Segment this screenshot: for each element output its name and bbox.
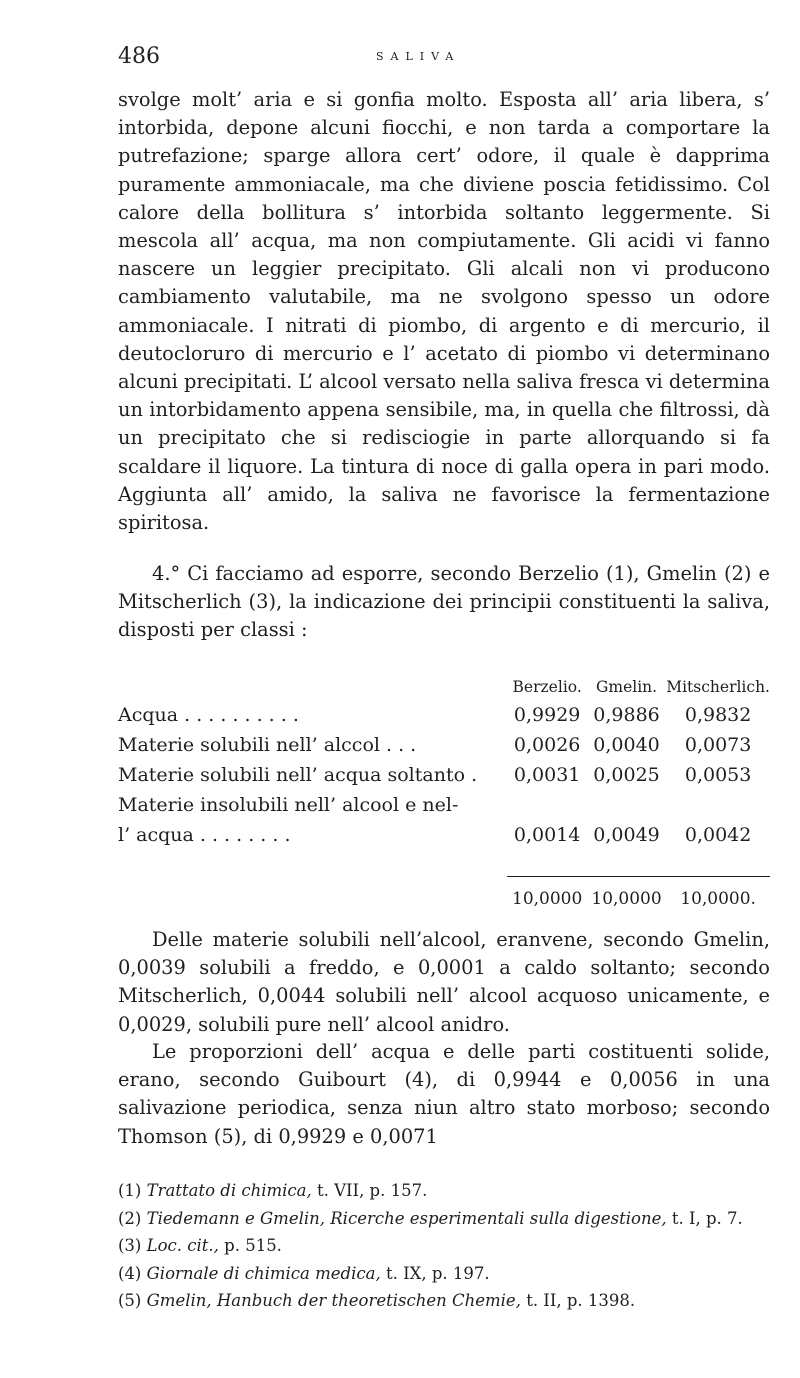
footnote-mark: (2) — [118, 1208, 142, 1228]
paragraph-properties: svolge molt’ aria e si gonfia molto. Esposta all’ aria libera, s’ intorbida, depone alcuni fiocchi, e non tarda a comportare la putrefazione; sparge allora cert’ odore, il quale è dapprima puramente ammoniacale, ma che diviene poscia fetidissimo. Col calore della bollitura s’ intorbida soltanto leggermente. Si mescola all’ acqua, ma non compiutamente. Gli acidi vi fanno nascere un leggier precipitato. Gli alcali non vi producono cambiamento valutabile, ma ne svolgono spesso un odore ammoniacale. I nitrati di piombo, di argento e di mercurio, il deutocloruro di mercurio e l’ acetato di piombo vi determinano alcuni precipitati. L’ alcool versato nella saliva fresca vi determina un intorbidamento appena sensibile, ma, in quella che filtrossi, dà un precipitato che si redisciogie in parte allorquando si fa scaldare il liquore. La tintura di noce di galla opera in pari modo. Aggiunta all’ amido, la saliva ne favorisce la fermentazione spiritosa. — [118, 88, 770, 535]
footnote-location: t. II, p. 1398. — [526, 1291, 636, 1310]
table-cell: 0,0073 — [684, 734, 752, 756]
row-label: Materie insolubili nell’ alcool e nel- — [118, 794, 459, 816]
totals-spacer — [118, 876, 507, 909]
footnote-location: t. I, p. 7. — [671, 1208, 743, 1228]
footnote — [118, 1232, 778, 1260]
sum-rule — [507, 846, 586, 876]
footnote-mark: (4) — [118, 1263, 142, 1283]
table-cell: 0,9832 — [684, 704, 752, 726]
running-title: SALIVA — [376, 50, 461, 63]
footnote-mark: (1) — [118, 1181, 142, 1200]
column-header-berzelio: Berzelio. — [512, 678, 582, 696]
footnote — [118, 1177, 778, 1205]
footnote-source: Giornale di chimica medica, — [146, 1263, 381, 1283]
footnote-mark: (3) — [118, 1236, 142, 1255]
table-cell — [507, 786, 586, 816]
paragraph-constituents-intro: 4.° Ci facciamo ad esporre, secondo Berzelio (1), Gmelin (2) e Mitscherlich (3), la indicazione dei principii constituenti la saliva, disposti per classi : — [118, 562, 770, 642]
row-label: Materie solubili nell’ acqua soltanto . — [118, 764, 478, 786]
footnote-location: t. VII, p. 157. — [317, 1181, 428, 1200]
row-label: l’ acqua . . . . . . . . — [118, 824, 291, 846]
table-header-row — [118, 668, 770, 696]
footnotes — [118, 1177, 778, 1315]
table-row — [118, 726, 770, 756]
page-number: 486 — [118, 44, 160, 69]
table-cell: 0,0025 — [593, 764, 660, 786]
table-cell: 0,0042 — [684, 824, 752, 846]
footnote-source: Gmelin, Hanbuch der theoretischen Chemie, — [146, 1291, 521, 1310]
table-cell: 0,0031 — [513, 764, 581, 786]
paragraph-proportions: Le proporzioni dell’ acqua e delle parti costituenti solide, erano, secondo Guibourt (4), di 0,9944 e 0,0056 in una salivazione periodica, senza niun altro stato morboso; secondo Thomson (5), di 0,9929 e 0,0071 — [118, 1040, 770, 1148]
sum-rule-row — [118, 846, 770, 876]
table-row — [118, 786, 770, 816]
paragraph-alcohol-solubles: Delle materie solubili nell’alcool, eranvene, secondo Gmelin, 0,0039 solubili a freddo, e 0,0001 a caldo soltanto; secondo Mitscherlich, 0,0044 solubili nell’ alcool acquoso unicamente, e 0,0029, solubili pure nell’ alcool anidro. — [118, 928, 770, 1036]
footnote-source: Loc. cit., — [146, 1236, 219, 1255]
table-row — [118, 816, 770, 846]
table-cell: 0,9886 — [593, 704, 660, 726]
total-berzelio: 10,0000 — [512, 888, 583, 909]
table-row — [118, 696, 770, 726]
footnote-location: t. IX, p. 197. — [385, 1263, 490, 1283]
rule-spacer — [118, 846, 507, 876]
column-header-mitscherlich: Mitscherlich. — [666, 678, 770, 696]
row-label: Materie solubili nell’ alccol . . . — [118, 734, 417, 756]
header-spacer — [118, 668, 507, 696]
table-cell: 0,0040 — [593, 734, 660, 756]
footnote — [118, 1205, 778, 1233]
footnote-source: Tiedemann e Gmelin, Ricerche esperimentali sulla digestione, — [146, 1208, 667, 1228]
sum-rule — [666, 846, 770, 876]
sum-rule — [587, 846, 666, 876]
table-cell: 0,0014 — [513, 824, 581, 846]
table-cell — [587, 786, 666, 816]
table-row — [118, 756, 770, 786]
totals-row — [118, 876, 770, 909]
total-mitscherlich: 10,0000. — [680, 888, 756, 909]
table-cell — [666, 786, 770, 816]
footnote-source: Trattato di chimica, — [146, 1181, 312, 1200]
row-label: Acqua . . . . . . . . . . — [118, 704, 299, 726]
footnote — [118, 1287, 778, 1315]
table-cell: 0,0026 — [513, 734, 581, 756]
footnote — [118, 1260, 778, 1288]
column-header-gmelin: Gmelin. — [595, 678, 658, 696]
table-cell: 0,9929 — [513, 704, 581, 726]
footnote-location: p. 515. — [224, 1236, 282, 1255]
page-header — [118, 44, 758, 74]
footnote-mark: (5) — [118, 1291, 142, 1310]
total-gmelin: 10,0000 — [591, 888, 662, 909]
table-cell: 0,0049 — [593, 824, 660, 846]
table-cell: 0,0053 — [684, 764, 752, 786]
composition-table — [118, 668, 770, 909]
